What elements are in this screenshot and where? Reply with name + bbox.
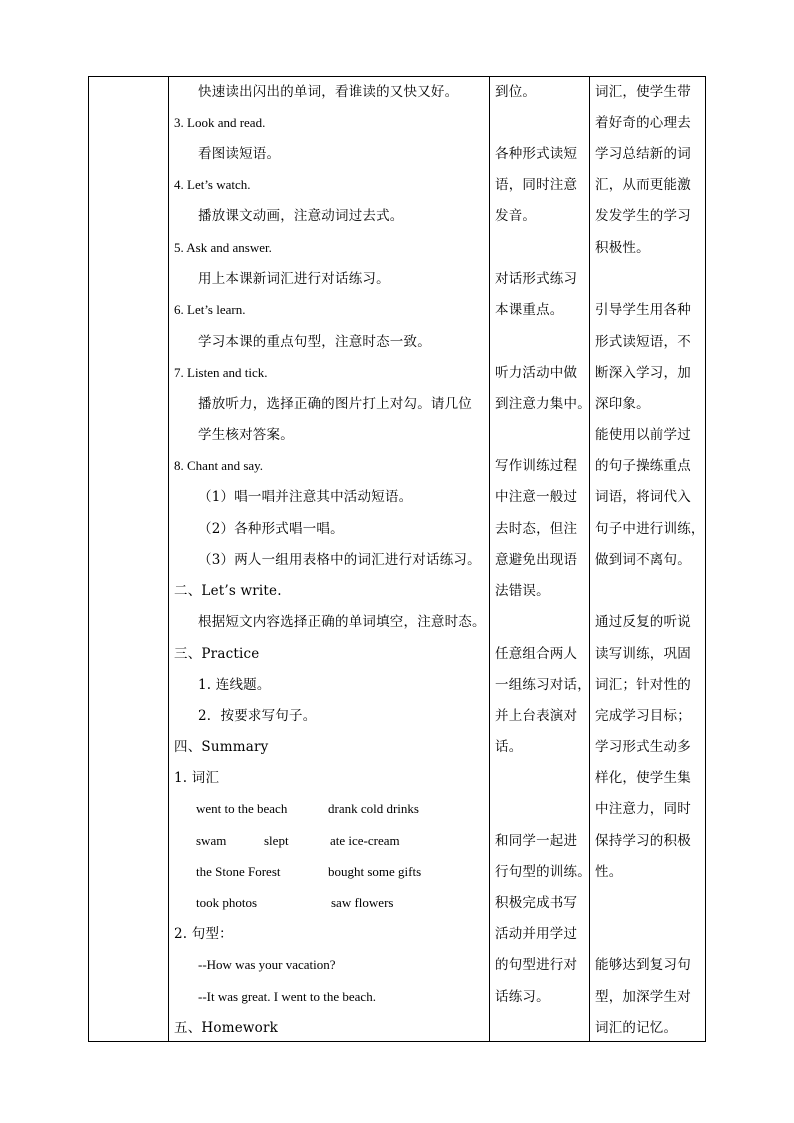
purpose-line: 读写训练，巩固 [595, 646, 691, 662]
process-line: 三、Practice [174, 646, 260, 662]
student-line: 到位。 [495, 84, 537, 100]
purpose-line: 完成学习目标； [595, 708, 691, 724]
vocab-item: the Stone Forest [196, 864, 281, 879]
process-line: 学生核对答案。 [198, 427, 294, 443]
purpose-line: 型，加深学生对 [595, 989, 691, 1005]
vocab-item: saw flowers [331, 895, 394, 910]
purpose-line: 词汇，使学生带 [595, 84, 691, 100]
purpose-line: 能够达到复习句 [595, 957, 691, 973]
student-line: 中注意一般过 [495, 489, 578, 505]
process-line: 播放课文动画，注意动词过去式。 [198, 208, 404, 224]
vocab-item: went to the beach [196, 801, 288, 816]
purpose-line: 中注意力，同时 [595, 801, 691, 817]
student-line: 积极完成书写 [495, 895, 578, 911]
process-line: 二、Let’s write. [174, 583, 282, 599]
student-line: 和同学一起进 [495, 833, 578, 849]
process-line: 快速读出闪出的单词，看谁读的又快又好。 [198, 84, 459, 100]
student-line: 法错误。 [495, 583, 550, 599]
process-line: 看图读短语。 [198, 146, 281, 162]
sentence-item: --How was your vacation? [198, 957, 336, 972]
vocab-item: swam [196, 833, 227, 848]
process-line: 根据短文内容选择正确的单词填空，注意时态。 [198, 614, 486, 630]
purpose-line: 保持学习的积极 [595, 833, 691, 849]
vocab-item: took photos [196, 895, 258, 910]
student-line: 一组练习对话， [495, 677, 591, 693]
purpose-line: 词汇的记忆。 [595, 1020, 678, 1036]
vocab-item: slept [264, 833, 289, 848]
purpose-line: 发发学生的学习 [595, 208, 691, 224]
purpose-line: 性。 [595, 864, 623, 880]
process-line: 播放听力，选择正确的图片打上对勾。请几位 [198, 396, 472, 412]
purpose-line: 词语，将词代入 [595, 489, 691, 505]
student-line: 语，同时注意 [495, 177, 578, 193]
column-divider [589, 77, 590, 1041]
student-line: 对话形式练习 [495, 271, 578, 287]
process-line: 四、Summary [174, 739, 269, 755]
purpose-line: 学习总结新的词 [595, 146, 691, 162]
student-line: 写作训练过程 [495, 458, 578, 474]
student-line: 的句型进行对 [495, 957, 578, 973]
process-line: 3. Look and read. [174, 115, 266, 130]
process-line: （1）唱一唱并注意其中活动短语。 [198, 489, 413, 505]
purpose-line: 句子中进行训练， [595, 521, 705, 537]
process-line: 2．按要求写句子。 [198, 708, 317, 724]
purpose-line: 形式读短语，不 [595, 334, 691, 350]
student-line: 活动并用学过 [495, 926, 578, 942]
purpose-line: 着好奇的心理去 [595, 115, 691, 131]
process-line: 1. 连线题。 [198, 677, 271, 693]
purpose-line: 的句子操练重点 [595, 458, 691, 474]
vocab-item: bought some gifts [328, 864, 422, 879]
student-line: 话练习。 [495, 989, 550, 1005]
purpose-line: 学习形式生动多 [595, 739, 691, 755]
vocab-item: drank cold drinks [328, 801, 419, 816]
column-divider [168, 77, 169, 1041]
process-line: （2）各种形式唱一唱。 [198, 521, 344, 537]
student-line: 意避免出现语 [495, 552, 578, 568]
student-line: 到注意力集中。 [495, 396, 591, 412]
process-line: 2. 句型： [174, 926, 233, 942]
purpose-line: 能使用以前学过 [595, 427, 691, 443]
student-line: 发音。 [495, 208, 537, 224]
purpose-line: 样化，使学生集 [595, 770, 691, 786]
process-line: 5. Ask and answer. [174, 240, 272, 255]
process-line: 学习本课的重点句型，注意时态一致。 [198, 334, 431, 350]
column-divider [489, 77, 490, 1041]
vocab-item: ate ice-cream [330, 833, 400, 848]
student-line: 听力活动中做 [495, 365, 578, 381]
purpose-line: 做到词不离句。 [595, 552, 691, 568]
process-line: 8. Chant and say. [174, 458, 264, 473]
purpose-line: 断深入学习，加 [595, 365, 691, 381]
process-line: 7. Listen and tick. [174, 365, 268, 380]
purpose-line: 深印象。 [595, 396, 650, 412]
student-line: 话。 [495, 739, 523, 755]
process-line: 4. Let’s watch. [174, 177, 251, 192]
process-line: （3）两人一组用表格中的词汇进行对话练习。 [198, 552, 481, 568]
purpose-line: 汇，从而更能激 [595, 177, 691, 193]
purpose-line: 通过反复的听说 [595, 614, 691, 630]
student-line: 任意组合两人 [495, 646, 578, 662]
sentence-item: --It was great. I went to the beach. [198, 989, 376, 1004]
student-line: 行句型的训练。 [495, 864, 591, 880]
process-line: 1. 词汇 [174, 770, 220, 786]
purpose-line: 词汇；针对性的 [595, 677, 691, 693]
purpose-line: 积极性。 [595, 240, 650, 256]
student-line: 去时态，但注 [495, 521, 578, 537]
process-line: 用上本课新词汇进行对话练习。 [198, 271, 390, 287]
process-line: 6. Let’s learn. [174, 302, 246, 317]
student-line: 本课重点。 [495, 302, 564, 318]
process-line: 五、Homework [174, 1020, 279, 1036]
student-line: 各种形式读短 [495, 146, 578, 162]
purpose-line: 引导学生用各种 [595, 302, 691, 318]
student-line: 并上台表演对 [495, 708, 578, 724]
